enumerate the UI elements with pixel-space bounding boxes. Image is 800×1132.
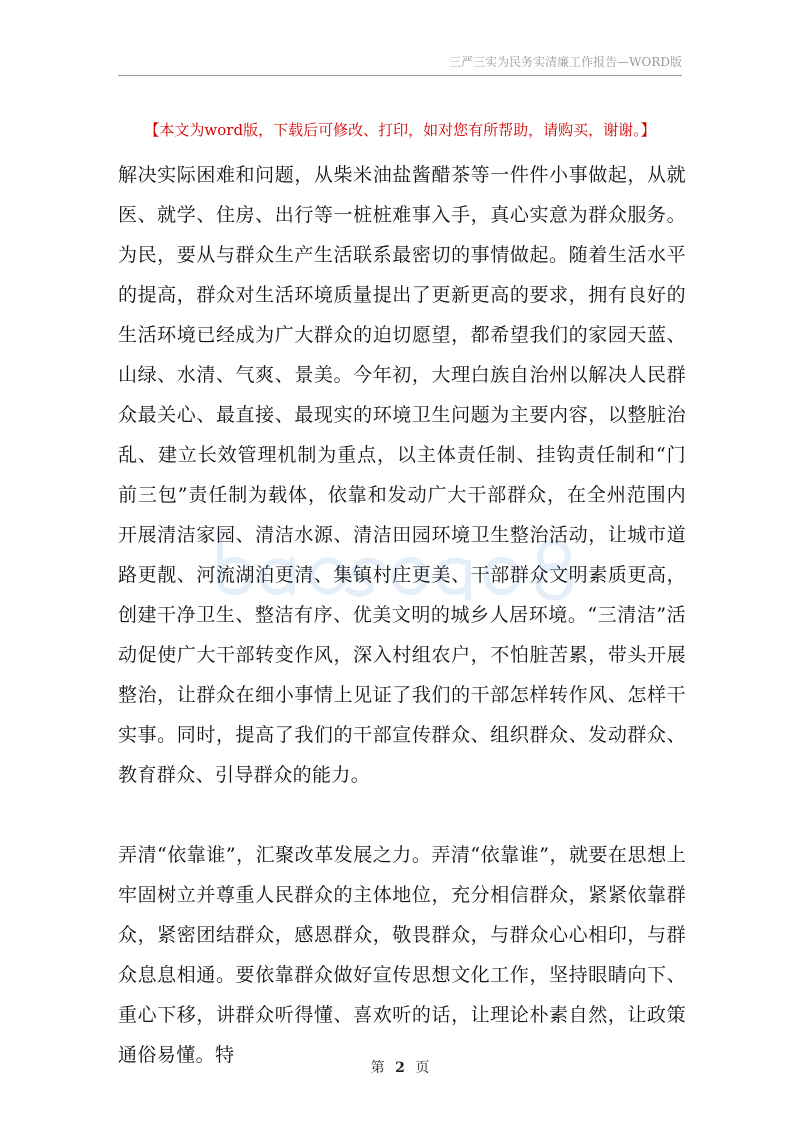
footer-suffix: 页 [415,1060,430,1076]
purchase-notice: 【本文为word版，下载后可修改、打印，如对您有所帮助，请购买，谢谢。】 [144,121,656,139]
paragraph-2: 弄清“依靠谁”，汇聚改革发展之力。弄清“依靠谁”，就要在思想上牢固树立并尊重人民群众的主体地位，充分相信群众，紧紧依靠群众，紧密团结群众，感恩群众，敬畏群众，与群众心心相印，与群众息息相通。要依靠群众做好宣传思想文化工作，坚持眼睛向下、重心下移，讲群众听得懂、喜欢听的话，让理论朴素自然，让政策通俗易懂。特 [118,844,686,1066]
header-doc-title: 三严三实为民务实清廉工作报告—WORD版 [449,55,682,69]
page-header [118,53,682,76]
page-footer [0,1058,800,1078]
page-number: 2 [395,1060,405,1076]
document-body [118,155,686,1075]
footer-prefix: 第 [370,1060,385,1076]
paragraph-1: 解决实际困难和问题，从柴米油盐酱醋茶等一件件小事做起，从就医、就学、住房、出行等一桩桩难事入手，真心实意为群众服务。为民，要从与群众生产生活联系最密切的事情做起。随着生活水平的提高，群众对生活环境质量提出了更新更高的要求，拥有良好的生活环境已经成为广大群众的迫切愿望，都希望我们的家园天蓝、山绿、水清、气爽、景美。今年初，大理白族自治州以解决人民群众最关心、最直接、最现实的环境卫生问题为主要内容，以整脏治乱、建立长效管理机制为重点，以主体责任制、挂钩责任制和“门前三包”责任制为载体，依靠和发动广大干部群众，在全州范围内开展清洁家园、清洁水源、清洁田园环境卫生整治活动，让城市道路更靓、河流湖泊更清、集镇村庄更美、干部群众文明素质更高，创建干净卫生、整洁有序、优美文明的城乡人居环境。“三清洁”活动促使广大干部转变作风，深入村组农户，不怕脏苦累，带头开展整治，让群众在细小事情上见证了我们的干部怎样转作风、怎样干实事。同时，提高了我们的干部宣传群众、组织群众、发动群众、教育群众、引导群众的能力。 [118,164,686,786]
